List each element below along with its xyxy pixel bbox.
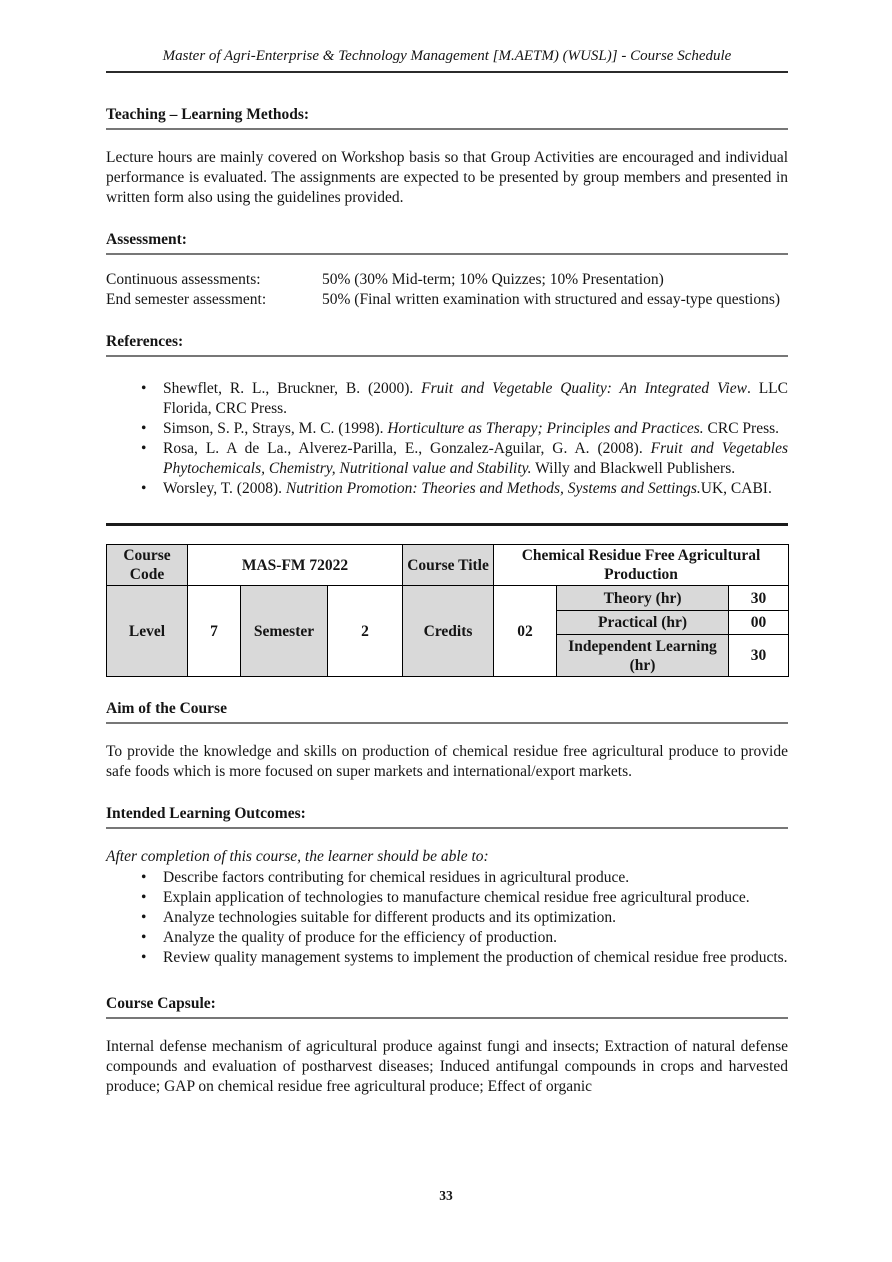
credits-value-cell: 02 — [494, 586, 557, 677]
level-value-cell: 7 — [188, 586, 241, 677]
heading-teaching-learning-methods: Teaching – Learning Methods: — [106, 105, 788, 130]
ilo-item: • Describe factors contributing for chemical residues in agricultural produce. — [106, 868, 788, 888]
theory-hours-value-cell: 30 — [729, 586, 789, 611]
assessment-label: End semester assessment: — [106, 291, 267, 308]
practical-hours-value-cell: 00 — [729, 611, 789, 635]
reference-authors: Shewflet, R. L., Bruckner, B. (2000). — [163, 380, 422, 397]
page-number: 33 — [439, 1188, 453, 1203]
heading-intended-learning-outcomes: Intended Learning Outcomes: — [106, 804, 788, 829]
section-divider — [106, 523, 788, 526]
capsule-paragraph: Internal defense mechanism of agricultural produce against fungi and insects; Extraction of natural defense compounds and evaluation of postharvest diseases; Induced antifungal compounds in crops and harvested produce; GAP on chemical residue free agricultural produce; Effect of organic — [106, 1038, 788, 1095]
assessment-row — [106, 290, 788, 310]
reference-publisher: . LLC Florida, CRC Press. — [163, 380, 788, 417]
ilo-item: • Explain application of technologies to manufacture chemical residue free agricultural produce. — [106, 888, 788, 908]
reference-publisher: Willy and Blackwell Publishers. — [531, 460, 736, 477]
reference-title: Fruit and Vegetables Phytochemicals, Chemistry, Nutritional value and Stability. — [163, 440, 788, 477]
course-info-table — [106, 544, 789, 677]
reference-authors: Rosa, L. A de La., Alverez-Parilla, E., Gonzalez-Aguilar, G. A. (2008). — [163, 440, 651, 457]
credits-label-cell: Credits — [403, 586, 494, 677]
independent-learning-value-cell: 30 — [729, 635, 789, 677]
course-title-value-cell: Chemical Residue Free Agricultural Production — [494, 545, 789, 586]
assessment-value: 50% (Final written examination with structured and essay-type questions) — [322, 291, 781, 308]
reference-title: Fruit and Vegetable Quality: An Integrated View — [421, 380, 747, 397]
course-title-label-cell: Course Title — [403, 545, 494, 586]
assessment-row — [106, 270, 788, 290]
references-list — [106, 379, 788, 499]
ilo-item: • Review quality management systems to implement the production of chemical residue free products. — [106, 948, 788, 968]
heading-references: References: — [106, 332, 788, 357]
semester-value-cell: 2 — [328, 586, 403, 677]
teaching-paragraph: Lecture hours are mainly covered on Workshop basis so that Group Activities are encouraged and individual performance is evaluated. The assignments are expected to be presented by group members and presented in written form also using the guidelines provided. — [106, 149, 788, 206]
reference-title: Horticulture as Therapy; Principles and Practices. — [387, 420, 704, 437]
course-code-value-cell: MAS-FM 72022 — [188, 545, 403, 586]
reference-item — [106, 379, 788, 419]
aim-paragraph: To provide the knowledge and skills on production of chemical residue free agricultural produce to provide safe foods which is more focused on super markets and international/export markets. — [106, 743, 788, 780]
practical-hours-label-cell: Practical (hr) — [557, 611, 729, 635]
reference-publisher: CRC Press. — [703, 420, 780, 437]
assessment-block — [106, 270, 788, 310]
document-header-title: Master of Agri-Enterprise & Technology Management [M.AETM) (WUSL)] - Course Schedule — [106, 46, 788, 73]
ilo-intro-text: After completion of this course, the learner should be able to: — [106, 848, 489, 865]
heading-assessment: Assessment: — [106, 230, 788, 255]
semester-label-cell: Semester — [241, 586, 328, 677]
reference-title: Nutrition Promotion: Theories and Methods, Systems and Settings. — [285, 480, 701, 497]
reference-item — [106, 439, 788, 479]
heading-course-capsule: Course Capsule: — [106, 994, 788, 1019]
ilo-list — [106, 868, 788, 968]
reference-item — [106, 419, 788, 439]
theory-hours-label-cell: Theory (hr) — [557, 586, 729, 611]
course-code-label-cell: Course Code — [107, 545, 188, 586]
level-label-cell: Level — [107, 586, 188, 677]
reference-authors: Simson, S. P., Strays, M. C. (1998). — [163, 420, 388, 437]
reference-item — [106, 479, 788, 499]
reference-authors: Worsley, T. (2008). — [163, 480, 286, 497]
assessment-label: Continuous assessments: — [106, 271, 261, 288]
heading-aim-of-course: Aim of the Course — [106, 699, 788, 724]
ilo-item: • Analyze the quality of produce for the efficiency of production. — [106, 928, 788, 948]
ilo-item: • Analyze technologies suitable for different products and its optimization. — [106, 908, 788, 928]
assessment-value: 50% (30% Mid-term; 10% Quizzes; 10% Presentation) — [322, 271, 664, 288]
reference-publisher: UK, CABI. — [700, 480, 772, 497]
independent-learning-label-cell: Independent Learning (hr) — [557, 635, 729, 677]
